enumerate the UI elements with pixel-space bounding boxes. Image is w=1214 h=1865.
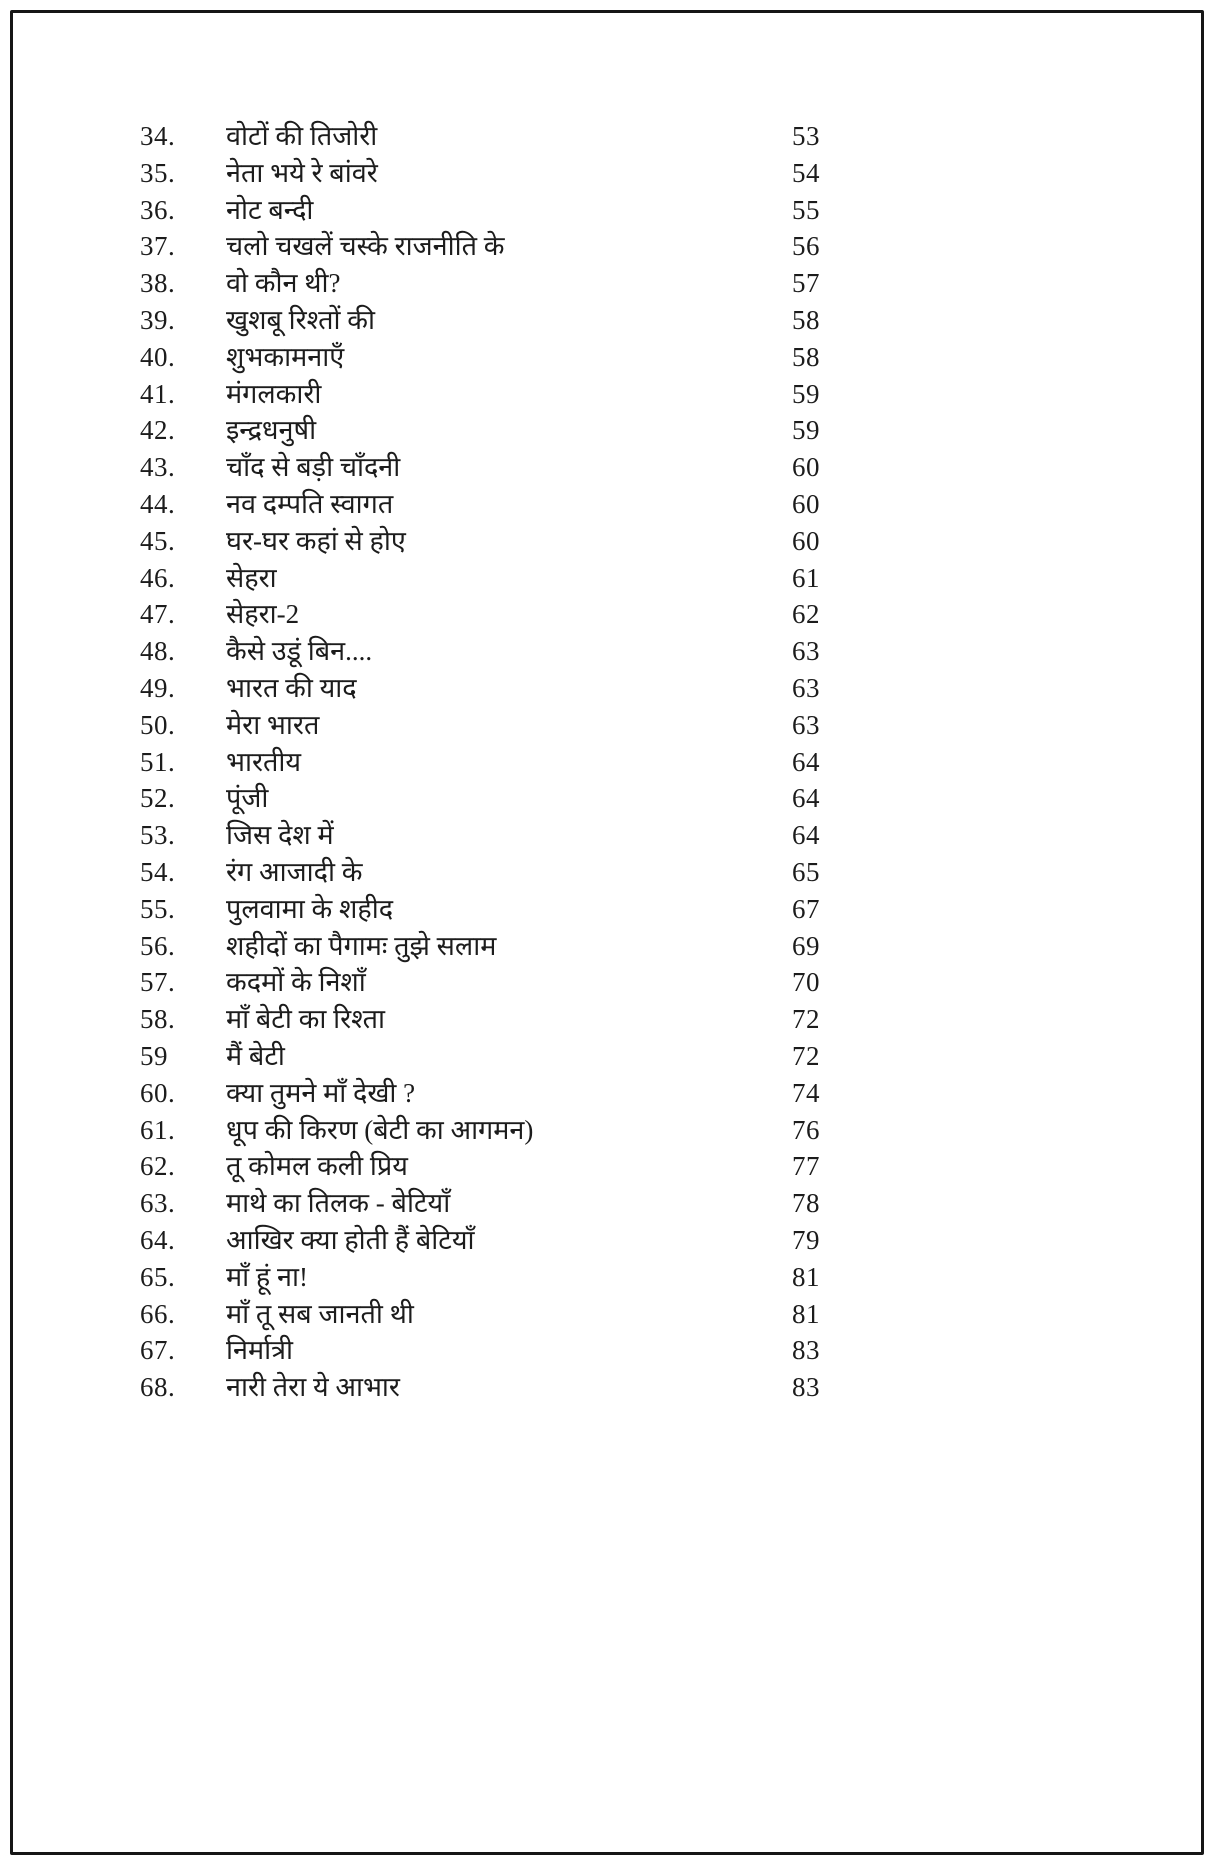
entry-title: क्या तुमने माँ देखी ? [226,1077,416,1108]
entry-number: 49. [140,672,176,703]
entry-title: निर्मात्री [226,1335,294,1366]
entry-title: शहीदों का पैगामः तुझे सलाम [226,930,497,961]
entry-page-number: 81 [792,1298,820,1329]
entry-page-number: 67 [792,893,820,924]
entry-number: 60. [140,1077,176,1108]
entry-number: 59 [140,1040,168,1071]
entry-page-number: 60 [792,525,820,556]
toc-row [140,192,820,229]
entry-number: 53. [140,820,176,851]
entry-title: नोट बन्दी [226,194,314,225]
entry-title: भारतीय [226,746,302,777]
entry-page-number: 64 [792,783,820,814]
toc-row [140,302,820,339]
entry-number: 37. [140,231,176,262]
entry-page-number: 55 [792,194,820,225]
entry-number: 52. [140,783,176,814]
entry-title: शुभकामनाएँ [226,341,345,372]
toc-row [140,780,820,817]
entry-number: 38. [140,268,176,299]
toc-row [140,928,820,965]
entry-title: मंगलकारी [226,378,322,409]
entry-number: 43. [140,452,176,483]
toc-row [140,486,820,523]
entry-title: मैं बेटी [226,1040,285,1071]
table-of-contents [140,118,820,1406]
toc-row [140,1222,820,1259]
entry-number: 44. [140,488,176,519]
toc-row [140,670,820,707]
entry-page-number: 58 [792,304,820,335]
entry-number: 50. [140,709,176,740]
entry-number: 45. [140,525,176,556]
entry-title: धूप की किरण (बेटी का आगमन) [226,1114,534,1145]
entry-number: 55. [140,893,176,924]
toc-row [140,412,820,449]
toc-row [140,891,820,928]
entry-page-number: 60 [792,452,820,483]
entry-page-number: 63 [792,672,820,703]
toc-row [140,265,820,302]
entry-page-number: 79 [792,1224,820,1255]
entry-page-number: 57 [792,268,820,299]
entry-page-number: 64 [792,746,820,777]
entry-number: 40. [140,341,176,372]
toc-row [140,1296,820,1333]
toc-row [140,339,820,376]
entry-title: घर-घर कहां से होए [226,525,406,556]
entry-page-number: 72 [792,1004,820,1035]
toc-row [140,1259,820,1296]
toc-row [140,376,820,413]
entry-title: चाँद से बड़ी चाँदनी [226,452,401,483]
entry-page-number: 63 [792,709,820,740]
entry-page-number: 56 [792,231,820,262]
entry-number: 63. [140,1188,176,1219]
entry-number: 65. [140,1261,176,1292]
entry-title: इन्द्रधनुषी [226,415,317,446]
entry-title: चलो चखलें चस्के राजनीति के [226,231,505,262]
toc-row [140,744,820,781]
entry-page-number: 62 [792,599,820,630]
entry-number: 61. [140,1114,176,1145]
entry-number: 56. [140,930,176,961]
entry-number: 51. [140,746,176,777]
entry-page-number: 81 [792,1261,820,1292]
toc-row [140,1075,820,1112]
toc-row [140,1185,820,1222]
entry-number: 64. [140,1224,176,1255]
entry-number: 54. [140,856,176,887]
toc-row [140,560,820,597]
entry-title: रंग आजादी के [226,856,363,887]
toc-row [140,1369,820,1406]
entry-page-number: 58 [792,341,820,372]
entry-number: 42. [140,415,176,446]
toc-row [140,964,820,1001]
toc-row [140,1038,820,1075]
entry-title: तू कोमल कली प्रिय [226,1151,408,1182]
entry-number: 67. [140,1335,176,1366]
entry-title: भारत की याद [226,672,357,703]
toc-row [140,633,820,670]
entry-page-number: 60 [792,488,820,519]
entry-title: नारी तेरा ये आभार [226,1372,400,1403]
entry-page-number: 77 [792,1151,820,1182]
entry-number: 62. [140,1151,176,1182]
toc-row [140,449,820,486]
entry-number: 35. [140,157,176,188]
entry-number: 36. [140,194,176,225]
entry-title: माँ तू सब जानती थी [226,1298,414,1329]
entry-page-number: 78 [792,1188,820,1219]
entry-title: नव दम्पति स्वागत [226,488,394,519]
entry-title: कदमों के निशाँ [226,967,366,998]
toc-row [140,523,820,560]
entry-title: कैसे उडूं बिन.... [226,636,373,667]
toc-row [140,155,820,192]
entry-number: 46. [140,562,176,593]
entry-title: सेहरा [226,562,277,593]
entry-title: वोटों की तिजोरी [226,121,378,151]
entry-page-number: 64 [792,820,820,851]
entry-page-number: 61 [792,562,820,593]
entry-page-number: 76 [792,1114,820,1145]
entry-title: माँ बेटी का रिश्ता [226,1004,386,1035]
entry-number: 66. [140,1298,176,1329]
toc-row [140,817,820,854]
entry-number: 47. [140,599,176,630]
toc-row [140,707,820,744]
entry-title: आखिर क्या होती हैं बेटियाँ [226,1224,475,1255]
entry-number: 57. [140,967,176,998]
toc-row [140,1332,820,1369]
entry-page-number: 53 [792,121,820,151]
entry-title: माँ हूं ना! [226,1261,308,1292]
entry-title: पूंजी [226,783,269,814]
entry-page-number: 69 [792,930,820,961]
entry-number: 58. [140,1004,176,1035]
entry-page-number: 65 [792,856,820,887]
entry-number: 39. [140,304,176,335]
toc-row [140,596,820,633]
entry-page-number: 72 [792,1040,820,1071]
entry-title: नेता भये रे बांवरे [226,157,378,188]
entry-page-number: 54 [792,157,820,188]
toc-row [140,1112,820,1149]
entry-title: मेरा भारत [226,709,320,740]
entry-title: जिस देश में [226,820,334,851]
entry-title: वो कौन थी? [226,268,341,299]
entry-page-number: 59 [792,415,820,446]
entry-page-number: 83 [792,1335,820,1366]
entry-page-number: 74 [792,1077,820,1108]
toc-row [140,228,820,265]
entry-number: 68. [140,1372,176,1403]
entry-page-number: 70 [792,967,820,998]
entry-title: खुशबू रिश्तों की [226,304,375,335]
entry-number: 41. [140,378,176,409]
entry-title: पुलवामा के शहीद [226,893,394,924]
toc-row [140,118,820,155]
toc-row [140,1001,820,1038]
entry-number: 48. [140,636,176,667]
entry-page-number: 59 [792,378,820,409]
toc-row [140,1148,820,1185]
entry-number: 34. [140,121,176,151]
entry-page-number: 83 [792,1372,820,1403]
entry-page-number: 63 [792,636,820,667]
entry-title: सेहरा-2 [226,599,300,630]
entry-title: माथे का तिलक - बेटियाँ [226,1188,451,1219]
toc-row [140,854,820,891]
